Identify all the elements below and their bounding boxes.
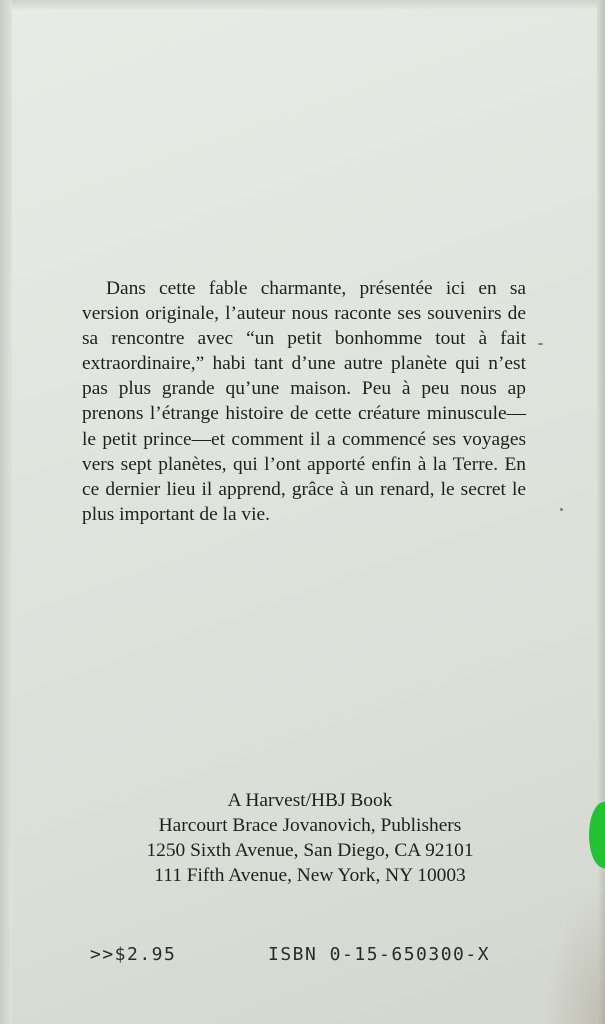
blurb-line: plus important de la vie. (82, 503, 270, 525)
blurb-line: bonhomme tout à fait extraordinaire,” habi (82, 328, 527, 375)
address-line-1: 1250 Sixth Avenue, San Diego, CA 92101 (146, 840, 474, 861)
blurb-line: l’ont apporté enfin à la Terre. En ce dernier (82, 453, 526, 500)
cover-left-edge (0, 0, 12, 1024)
blurb-line: tant d’une autre planète qui n’est pas plus (82, 353, 526, 400)
imprint-line: A Harvest/HBJ Book (227, 790, 393, 811)
blurb-line: minuscule—le petit prince—et comment il a (82, 403, 526, 450)
cover-top-edge (0, 0, 605, 10)
blurb-line: en sa version originale, l’auteur nous raconte (82, 278, 526, 325)
publisher-block (100, 788, 520, 888)
blurb-paragraph (82, 276, 526, 527)
paper-speck (560, 508, 563, 511)
blurb-line: grande qu’une maison. Peu à peu nous ap (161, 378, 526, 400)
address-line-2: 111 Fifth Avenue, New York, NY 10003 (154, 865, 466, 886)
blurb-line: Dans cette fable charmante, présentée ici (106, 278, 479, 299)
blurb-line: ses souvenirs de sa rencontre avec “un petit (82, 303, 526, 350)
price-code: >>$2.95 (90, 944, 177, 965)
paper-speck (538, 343, 543, 345)
corner-wear-shadow (545, 884, 605, 1024)
isbn-code: ISBN 0-15-650300-X (268, 944, 491, 965)
cover-right-edge (597, 0, 605, 1024)
publisher-name: Harcourt Brace Jovanovich, Publishers (158, 815, 462, 836)
blurb-line: prenons l’étrange histoire de cette créature (82, 403, 427, 425)
blurb-line: commencé ses voyages vers sept planètes, qui (82, 428, 526, 475)
blurb-line: lieu il apprend, grâce à un renard, le secret le (166, 478, 526, 500)
green-sticker (589, 802, 605, 868)
